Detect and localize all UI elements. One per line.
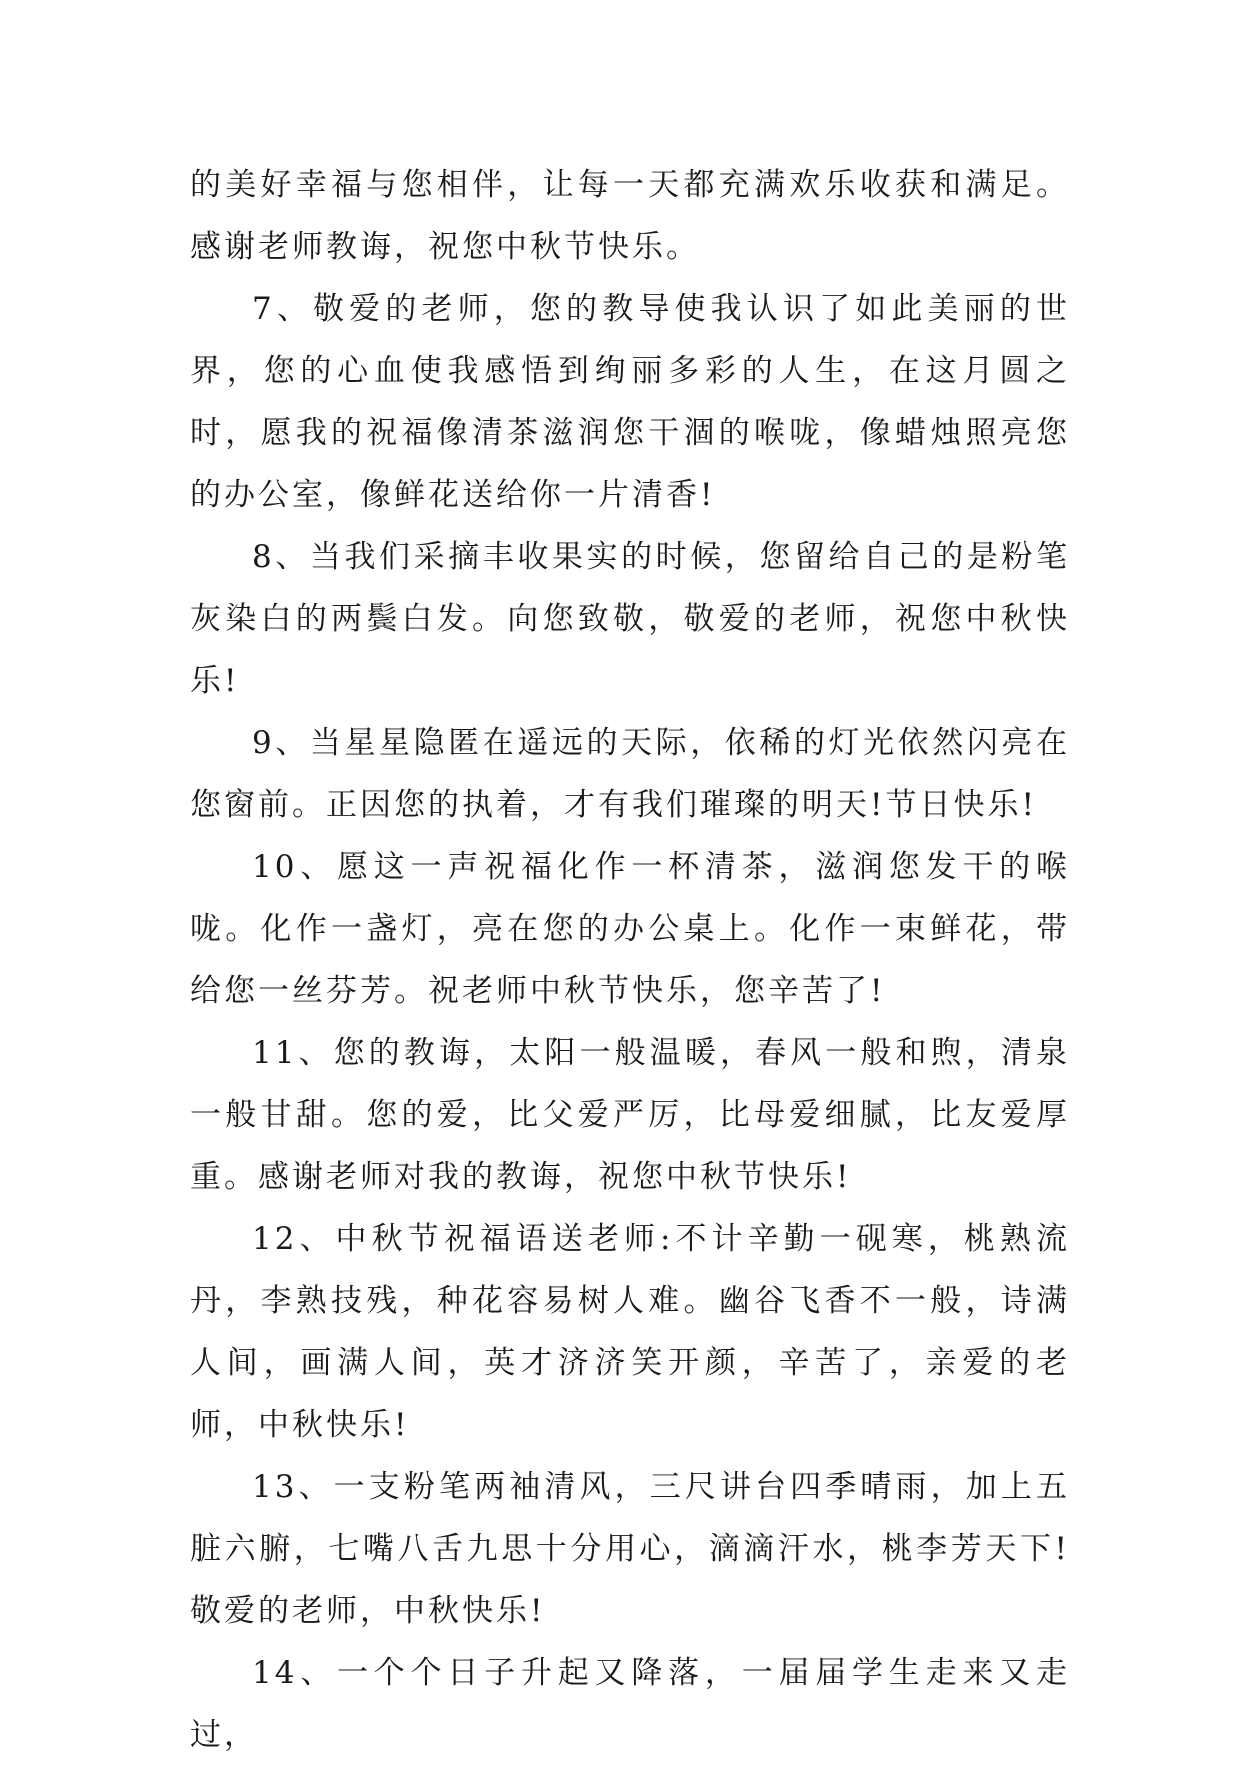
paragraph-14: 14、一个个日子升起又降落，一届届学生走来又走过， <box>190 1655 1070 1753</box>
document-body <box>190 154 1070 1766</box>
paragraph-continuation: 的美好幸福与您相伴，让每一天都充满欢乐收获和满足。感谢老师教诲，祝您中秋节快乐。 <box>190 167 1070 265</box>
paragraph-8: 8、当我们采摘丰收果实的时候，您留给自己的是粉笔灰染白的两鬓白发。向您致敬，敬爱的老师，祝您中秋快乐! <box>190 539 1070 699</box>
paragraph-9: 9、当星星隐匿在遥远的天际，依稀的灯光依然闪亮在您窗前。正因您的执着，才有我们璀璨的明天!节日快乐! <box>190 725 1070 823</box>
paragraph-13: 13、一支粉笔两袖清风，三尺讲台四季晴雨，加上五脏六腑，七嘴八舌九思十分用心，滴滴汗水，桃李芳天下!敬爱的老师，中秋快乐! <box>190 1469 1070 1629</box>
paragraph-10: 10、愿这一声祝福化作一杯清茶，滋润您发干的喉咙。化作一盏灯，亮在您的办公桌上。化作一束鲜花，带给您一丝芬芳。祝老师中秋节快乐，您辛苦了! <box>190 849 1070 1009</box>
paragraph-7: 7、敬爱的老师，您的教导使我认识了如此美丽的世界，您的心血使我感悟到绚丽多彩的人生，在这月圆之时，愿我的祝福像清茶滋润您干涸的喉咙，像蜡烛照亮您的办公室，像鲜花送给你一片清香! <box>190 291 1070 513</box>
paragraph-11: 11、您的教诲，太阳一般温暖，春风一般和煦，清泉一般甘甜。您的爱，比父爱严厉，比母爱细腻，比友爱厚重。感谢老师对我的教诲，祝您中秋节快乐! <box>190 1035 1070 1195</box>
paragraph-12: 12、中秋节祝福语送老师:不计辛勤一砚寒，桃熟流丹，李熟技残，种花容易树人难。幽谷飞香不一般，诗满人间，画满人间，英才济济笑开颜，辛苦了，亲爱的老师，中秋快乐! <box>190 1221 1070 1443</box>
